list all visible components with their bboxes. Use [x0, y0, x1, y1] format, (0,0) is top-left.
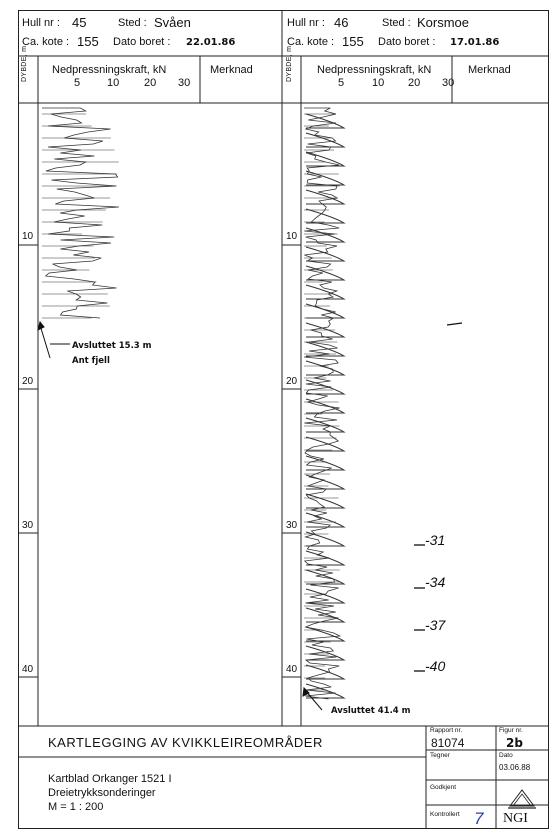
- desc-line-2: Dreietrykksonderinger: [48, 787, 156, 799]
- dato-value: 17.01.86: [450, 37, 500, 48]
- dato-label: Dato boret :: [378, 36, 436, 48]
- figur-label: Figur nr.: [499, 727, 523, 734]
- title-block-title: KARTLEGGING AV KVIKKLEIREOMRÅDER: [48, 735, 323, 750]
- dato-label: Dato: [499, 752, 513, 759]
- tegner-label: Tegner: [430, 752, 450, 759]
- dato-value: 22.01.86: [186, 37, 236, 48]
- hole-45-end-note-2: Ant fjell: [72, 356, 110, 366]
- resistance-hook: [306, 437, 344, 451]
- arrow-head: [38, 322, 44, 330]
- kote-label: Ca. kote :: [22, 36, 70, 48]
- tick-10: 10: [107, 77, 120, 89]
- tick-10: 10: [372, 77, 385, 89]
- tick-5: 5: [74, 77, 81, 89]
- depth-40: 40: [286, 664, 298, 675]
- tick-30: 30: [442, 77, 455, 89]
- arrow-head: [303, 688, 309, 696]
- kontrollert-signature: 7: [474, 809, 484, 828]
- dybde-label: DYBDE, m: [21, 45, 28, 82]
- end-arrow-left: [40, 325, 50, 358]
- kote-value: 155: [77, 34, 99, 49]
- hull-label: Hull nr :: [22, 17, 60, 29]
- force-axis-label: Nedpressningskraft, kN: [52, 64, 167, 76]
- depth-20: 20: [286, 376, 298, 387]
- resistance-hook: [306, 456, 344, 470]
- hull-number: 46: [334, 15, 349, 30]
- resistance-hook: [306, 513, 344, 527]
- margin-note-37: -37: [425, 617, 446, 633]
- merknad-label: Merknad: [468, 64, 511, 76]
- margin-note-34: -34: [425, 574, 446, 590]
- merknad-label: Merknad: [210, 64, 253, 76]
- margin-note-31: -31: [425, 532, 446, 548]
- rapport-number: 81074: [431, 736, 465, 750]
- resistance-hook: [306, 494, 344, 508]
- kontrollert-label: Kontrollert: [430, 811, 460, 818]
- resistance-hook: [306, 190, 344, 204]
- depth-30: 30: [286, 520, 298, 531]
- depth-10: 10: [22, 231, 34, 242]
- hole-46-end-note: Avsluttet 41.4 m: [331, 706, 411, 716]
- tick-30: 30: [178, 77, 191, 89]
- resistance-hook: [306, 209, 344, 223]
- resistance-hook: [306, 152, 344, 166]
- ngi-logo: [502, 784, 542, 828]
- depth-30: 30: [22, 520, 34, 531]
- resistance-hook: [306, 285, 344, 299]
- desc-line-3: M = 1 : 200: [48, 801, 104, 813]
- kote-value: 155: [342, 34, 364, 49]
- tick-20: 20: [144, 77, 157, 89]
- figur-number: 2b: [506, 736, 523, 750]
- hull-label: Hull nr :: [287, 17, 325, 29]
- tick-20: 20: [408, 77, 421, 89]
- resistance-hook: [306, 380, 344, 394]
- sounding-profile: [42, 108, 119, 318]
- ngi-logo-text: NGI: [503, 811, 528, 826]
- resistance-hook: [306, 266, 344, 280]
- sted-label: Sted :: [118, 17, 147, 29]
- margin-note-40: -40: [425, 658, 446, 674]
- hole-45-end-note: Avsluttet 15.3 m: [72, 341, 152, 351]
- dybde-label: DYBDE, m: [286, 45, 293, 82]
- resistance-hook: [306, 589, 344, 603]
- resistance-hook: [306, 684, 344, 698]
- depth-40: 40: [22, 664, 34, 675]
- dato-value: 03.06.88: [499, 763, 531, 772]
- resistance-hook: [306, 171, 344, 185]
- sted-label: Sted :: [382, 17, 411, 29]
- depth-20: 20: [22, 376, 34, 387]
- force-axis-label: Nedpressningskraft, kN: [317, 64, 432, 76]
- sted-value: Korsmoe: [417, 15, 470, 30]
- desc-line-1: Kartblad Orkanger 1521 I: [48, 773, 172, 785]
- tick-5: 5: [338, 77, 345, 89]
- hull-number: 45: [72, 15, 87, 30]
- rapport-label: Rapport nr.: [430, 727, 463, 734]
- kote-label: Ca. kote :: [287, 36, 335, 48]
- depth-10: 10: [286, 231, 298, 242]
- sted-value: Svåen: [154, 15, 191, 30]
- godkjent-label: Godkjent: [430, 784, 457, 791]
- dato-label: Dato boret :: [113, 36, 171, 48]
